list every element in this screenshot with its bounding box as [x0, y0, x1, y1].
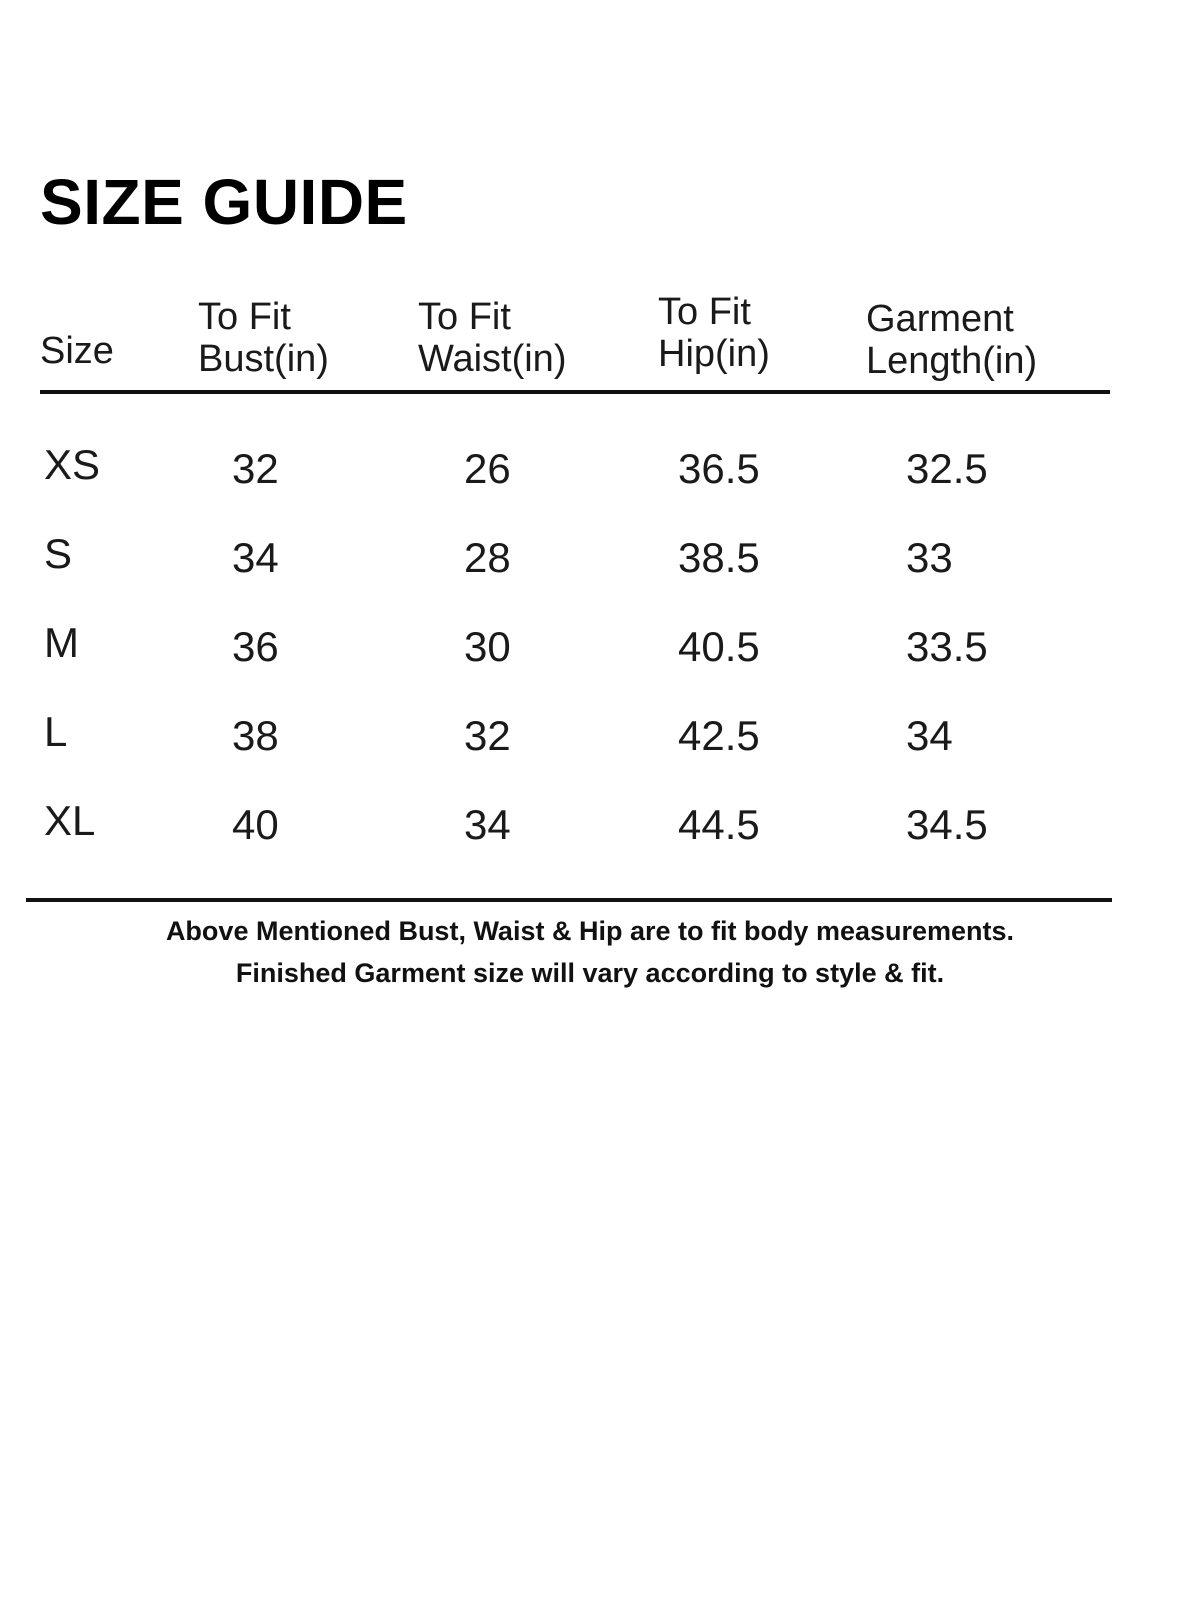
size-cell: L [44, 708, 68, 755]
column-header-bust-line1: To Fit [198, 296, 291, 338]
bust-cell: 36 [232, 623, 279, 670]
size-cell: S [44, 530, 73, 577]
column-header-size [40, 330, 114, 372]
size-guide-title: SIZE GUIDE [40, 166, 408, 238]
column-header-waist-line2: Waist(in) [418, 338, 567, 380]
hip-cell: 42.5 [678, 712, 760, 759]
size-cell: M [44, 619, 79, 666]
column-header-size-label: Size [40, 330, 114, 372]
column-header-length-line1: Garment [866, 298, 1014, 340]
waist-cell: 28 [464, 534, 511, 581]
hip-cell: 40.5 [678, 623, 760, 670]
hip-cell: 44.5 [678, 801, 760, 848]
column-header-bust [198, 296, 329, 380]
length-cell: 33.5 [906, 623, 988, 670]
bust-cell: 38 [232, 712, 279, 759]
hip-cell: 36.5 [678, 445, 760, 492]
column-header-waist-line1: To Fit [418, 296, 511, 338]
waist-cell: 34 [464, 801, 511, 848]
column-header-hip-line1: To Fit [658, 291, 751, 333]
footnote-line-1: Above Mentioned Bust, Waist & Hip are to fit body measurements. [165, 916, 1015, 946]
footnote-line-2: Finished Garment size will vary according to style & fit. [235, 958, 945, 988]
column-header-hip-line2: Hip(in) [658, 333, 770, 375]
column-header-hip [658, 291, 770, 375]
length-cell: 33 [906, 534, 953, 581]
size-cell: XS [44, 441, 101, 488]
column-header-bust-line2: Bust(in) [198, 338, 329, 380]
waist-cell: 32 [464, 712, 511, 759]
length-cell: 34.5 [906, 801, 988, 848]
footer-divider [26, 898, 1112, 902]
column-header-length-line2: Length(in) [866, 340, 1038, 382]
length-cell: 32.5 [906, 445, 988, 492]
hip-cell: 38.5 [678, 534, 760, 581]
waist-cell: 30 [464, 623, 511, 670]
column-header-waist [418, 296, 566, 380]
header-divider [40, 390, 1110, 394]
bust-cell: 40 [232, 801, 279, 848]
size-cell: XL [44, 797, 96, 844]
length-cell: 34 [906, 712, 953, 759]
bust-cell: 34 [232, 534, 279, 581]
waist-cell: 26 [464, 445, 511, 492]
bust-cell: 32 [232, 445, 279, 492]
column-header-length [866, 298, 1037, 382]
